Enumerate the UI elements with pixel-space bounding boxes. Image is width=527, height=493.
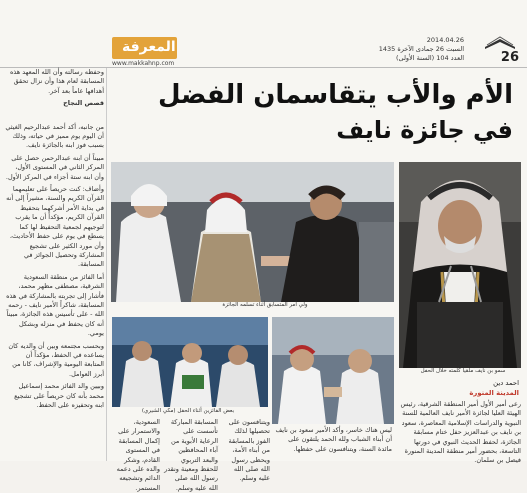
- bottom-column-4: [274, 426, 392, 460]
- headline-line-1: الأم والأب يتقاسمان الفضل: [157, 80, 513, 110]
- boys-image: [272, 317, 394, 424]
- bottom-column-text: ليس هناك خاسر، وأكد الأمير سعود بن نايف أن أبناء الشباب ولله الحمد يلتقون على مائدة السنة، ويتنافسون على حفظها.: [275, 426, 392, 453]
- article-intro: [399, 400, 521, 465]
- winners-image: [112, 317, 268, 407]
- left-paragraph: وبحسب مجتمعه وبين أن والديه كان يساعده في الحفظ، مؤكداً أن المتابعة اليومية والإشراف، كانا من أبرز العوامل.: [8, 341, 104, 378]
- bottom-column-2: [164, 418, 218, 492]
- newspaper-url: www.makkahnp.com: [112, 60, 175, 67]
- award-ceremony-image: [111, 162, 394, 302]
- boys-photo: [272, 317, 394, 424]
- bottom-column-3: [222, 418, 270, 483]
- left-paragraph: وأضاف: كنت حريصاً على تعليمهما القرآن الكريم والسنة، مشيراً إلى أنه في بداية الأمر أشركهما بتحفيظ القرآن الكريم، مؤكداً أن ما يقرب لتوجيهم لجمعية التحفيظ لها كما يسطع في يوم على حفظ الأحاديث، وأن مورد الكثير على تشجيع المشاركة وتحصيل الجوائز في المسابقة.: [6, 185, 104, 269]
- left-intro: وحفظه رسالته وأن الله المعهد هذه المسابقة لعام هذا وأن نزال تحقق أهدافها عاماً بعد آخر.: [9, 68, 104, 95]
- bottom-column-1: [112, 418, 160, 492]
- article-intro-text: رعى أمير الأول أمير المنطقة الشرقية، رئيس الهيئة العليا لجائزة الأمير نايف العالمية للسنة النبوية والدراسات الإسلامية المعاصرة، سعود بن نايف بن عبدالعزيز حفل ختام مسابقة الجائزة، لحفظ الحديث النبوي في دورتها التاسعة، بحضور أمير منطقة المدينة المنورة فيصل بن سلمان.: [400, 400, 521, 465]
- speaker-photo: [399, 162, 521, 368]
- main-photo: [111, 162, 394, 302]
- article-byline: [409, 378, 519, 398]
- page-header: [0, 0, 527, 68]
- left-paragraph: أما الفائز من منطقة السعودية الشرقية، مصطفى مظهر محمد، فأشار إلى تجربته بالمشاركة في هذه المسابقة، شاكراً الأمير نايف - رحمه الله - على تأسيس هذه الجائزة، مبيناً أنه كان يحفظ في منزله وبشكل يومي.: [6, 272, 104, 338]
- issue-meta: [334, 36, 464, 63]
- winners-photo: [112, 317, 268, 407]
- article-headline: [157, 78, 513, 146]
- page-number: 26: [500, 50, 519, 65]
- bottom-column-text: المسابقة المباركة تأسست على الرعاية الأبوية من آباء المحافظين والبعد التربوي للحفظ ومعينة ونقدر رسول الله صلى الله عليه وسلم.: [164, 418, 218, 492]
- column-divider: [106, 68, 107, 461]
- open-book-icon: [483, 33, 517, 51]
- bottom-column-text: ويتنافسون على تحصيلها لذلك الفوز بالمسابقة من أبناء الأمة، ويحظى رسول الله صلى الله عليه وسلم.: [228, 418, 270, 483]
- headline-line-2: في جائزة نايف: [336, 116, 513, 144]
- left-paragraph: مبيناً أن ابنه عبدالرحمن حصل على المركز الثاني في المستوى الأول، وأن ابنه ستة أجزاء في المركز الأول.: [5, 153, 104, 181]
- issue-number: العدد 104 (السنة الأولى): [395, 54, 464, 62]
- newspaper-logo: المعرفة: [122, 39, 176, 55]
- main-photo-caption: ولي أمر المتسابق أثناء تسلمه الجائزة: [222, 302, 308, 308]
- author-name: احمد دين: [493, 379, 519, 387]
- winners-photo-caption: بعض الفائزين أثناء الحفل (مكي الشيري): [141, 408, 235, 414]
- speaker-image: [399, 162, 521, 368]
- bottom-column-text: السعودية، والاستمرار على إكمال المسابقة في المستوى القادم، وشكر والده على دعمه الدائم وتشجيعه المستمر.: [116, 418, 160, 492]
- left-paragraph: من جانبه، أكد أحمد عبدالرحيم الغيثي أن اليوم يوم مميز في حياته، وذلك بسبب فوز ابنه بالجائزة نايف.: [5, 122, 104, 150]
- dateline-city: المدينة المنورة: [469, 389, 519, 397]
- left-subheading: قصص النجاح: [63, 99, 104, 108]
- left-paragraph: وبيين والد الفائز محمد إسماعيل محمد بأنه كان حريصاً على تشجيع ابنه وتحفيزه على الحفظ.: [14, 382, 104, 409]
- speaker-photo-caption: سمو بن نايف ملقيا كلمته خلال الحفل: [420, 368, 506, 374]
- left-text-column: [4, 68, 104, 461]
- issue-date: 2014.04.26: [426, 36, 464, 44]
- issue-hijri-date: السبت 26 جمادى الآخرة 1435: [378, 45, 464, 53]
